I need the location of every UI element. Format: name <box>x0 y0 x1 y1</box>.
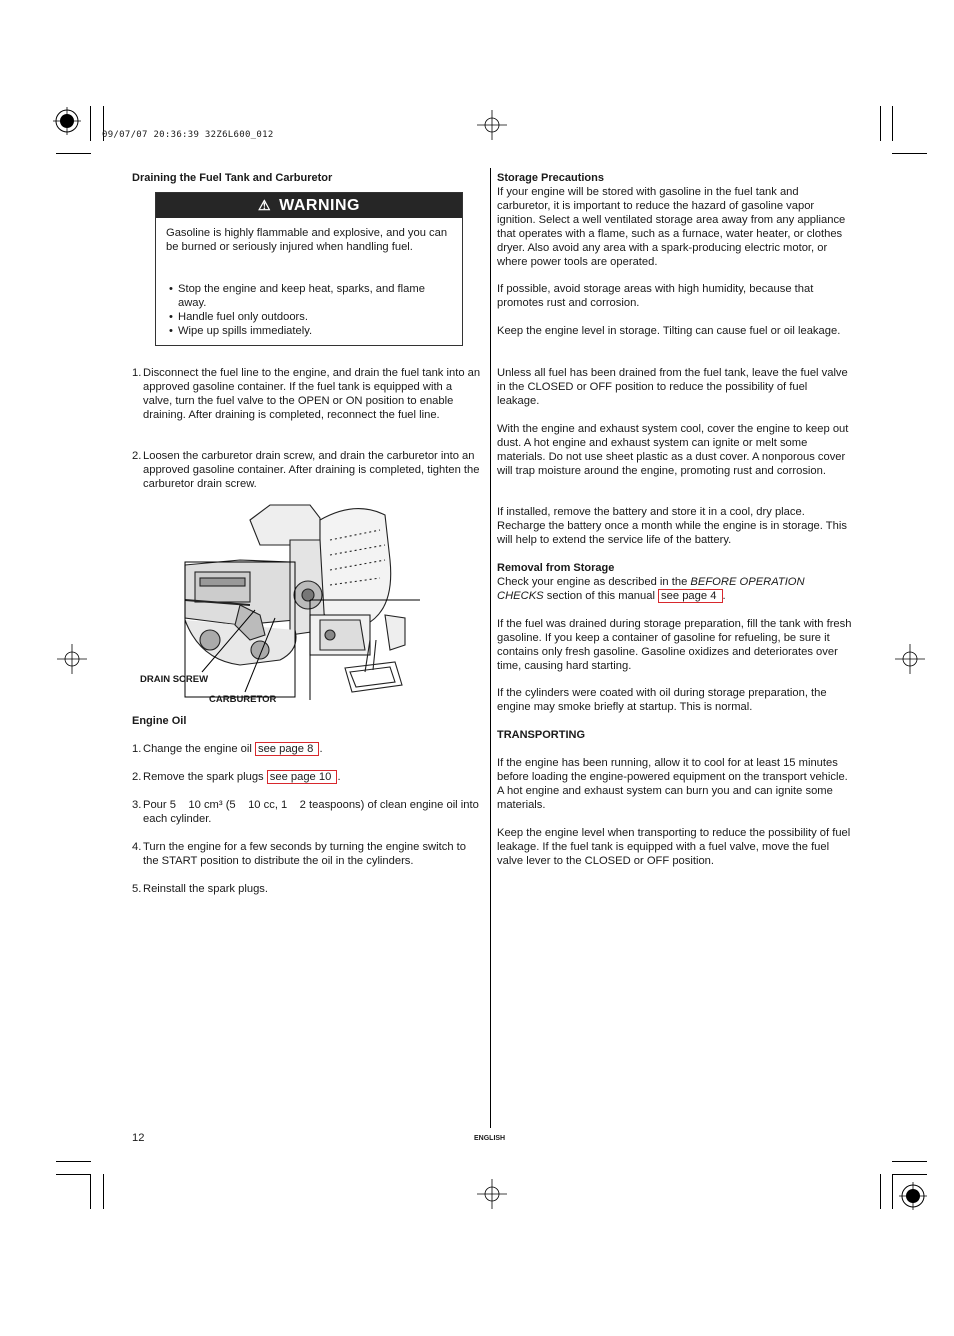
column-divider <box>490 168 491 1128</box>
carburetor-label: CARBURETOR <box>209 694 277 705</box>
oil-step: 5. Reinstall the spark plugs. <box>132 883 268 895</box>
removal-intro: Check your engine as described in the BEFORE OPERATION CHECKS section of this manual see page 4 . <box>497 576 805 602</box>
storage-paragraph: Keep the engine level in storage. Tilting can cause fuel or oil leakage. <box>497 325 841 337</box>
warning-title: WARNING <box>279 196 360 214</box>
warning-intro: Gasoline is highly flammable and explosive, and you can be burned or seriously injured when handling fuel. <box>166 227 448 253</box>
removal-heading: Removal from Storage <box>497 562 615 574</box>
engine-carburetor-illustration <box>180 500 425 700</box>
storage-paragraph: Unless all fuel has been drained from the fuel tank, leave the fuel valve in the CLOSED or OFF position to reduce the possibility of fuel leakage. <box>497 367 848 407</box>
removal-paragraph: If the cylinders were coated with oil during storage preparation, the engine may smoke briefly at startup. This is normal. <box>497 687 827 713</box>
oil-step: 4. Turn the engine for a few seconds by turning the engine switch to the START position to distribute the oil in the cylinders. <box>132 841 466 867</box>
registration-target-icon <box>898 1181 928 1211</box>
drain-screw-label: DRAIN SCREW <box>140 674 209 685</box>
transporting-heading: TRANSPORTING <box>497 729 585 741</box>
drain-step: 1. Disconnect the fuel line to the engine, and drain the fuel tank into an approved gasoline container. If the fuel tank is equipped with a valve, turn the fuel valve to the OPEN or ON position to enable draining. After draining is completed, reconnect the fuel line. <box>132 367 481 421</box>
removal-paragraph: If the fuel was drained during storage preparation, fill the tank with fresh gasoline. If you keep a container of gasoline for refueling, be sure it contains only fresh gasoline. Gasoline oxidizes and deteriorates over time, causing hard starting. <box>497 618 852 672</box>
see-page-4-link[interactable]: see page 4 <box>658 589 722 603</box>
print-stamp: 09/07/07 20:36:39 32Z6L600_012 <box>102 130 274 140</box>
registration-target-icon <box>52 106 82 136</box>
warning-header <box>156 193 462 218</box>
crosshair-icon <box>477 1179 507 1209</box>
transport-paragraph: If the engine has been running, allow it to cool for at least 15 minutes before loading the engine-powered equipment on the transport vehicle. A hot engine and exhaust system can burn you and can ignite some materials. <box>497 757 848 811</box>
storage-precautions-heading: Storage Precautions <box>497 172 604 184</box>
transport-paragraph: Keep the engine level when transporting to reduce the possibility of fuel leakage. If the fuel tank is equipped with a fuel valve, move the fuel valve lever to the CLOSED or OFF position. <box>497 827 851 867</box>
warning-bullet: • Wipe up spills immediately. <box>169 325 313 337</box>
warning-box <box>155 192 463 346</box>
warning-bullet: • Stop the engine and keep heat, sparks, and flame away. <box>169 283 425 309</box>
warning-triangle-icon: ⚠ <box>258 197 272 213</box>
crosshair-icon <box>57 644 87 674</box>
storage-paragraph: If installed, remove the battery and store it in a cool, dry place. Recharge the battery once a month while the engine is in storage. This will help to extend the service life of the battery. <box>497 506 847 546</box>
crosshair-icon <box>895 644 925 674</box>
drain-heading: Draining the Fuel Tank and Carburetor <box>132 172 333 184</box>
page-number: 12 <box>132 1132 145 1144</box>
engine-oil-heading: Engine Oil <box>132 715 187 727</box>
oil-step: 3. Pour 5 10 cm³ (5 10 cc, 1 2 teaspoons) of clean engine oil into each cylinder. <box>132 799 482 825</box>
warning-bullet: • Handle fuel only outdoors. <box>169 311 308 323</box>
crosshair-icon <box>477 110 507 140</box>
see-page-8-link[interactable]: see page 8 <box>255 742 319 756</box>
see-page-10-link[interactable]: see page 10 <box>267 770 338 784</box>
storage-paragraph: If your engine will be stored with gasoline in the fuel tank and carburetor, it is important to reduce the hazard of gasoline vapor ignition. Select a well ventilated storage area away from any appliance that operates with a flame, such as a furnace, water heater, or clothes dryer. Also avoid any area with a spark-producing electric motor, or where power tools are operated. <box>497 186 846 268</box>
footer-language: ENGLISH <box>474 1135 506 1142</box>
drain-step: 2. Loosen the carburetor drain screw, and drain the carburetor into an approved gasoline container. After draining is completed, tighten the carburetor drain screw. <box>132 450 480 490</box>
oil-step: 1. Change the engine oil see page 8 . <box>132 743 323 755</box>
storage-paragraph: With the engine and exhaust system cool, cover the engine to keep out dust. A hot engine and exhaust system can ignite or melt some materials. Do not use sheet plastic as a dust cover. A nonporous cover will trap moisture around the engine, promoting rust and corrosion. <box>497 423 849 477</box>
storage-paragraph: If possible, avoid storage areas with high humidity, because that promotes rust and corrosion. <box>497 283 814 309</box>
oil-step: 2. Remove the spark plugs see page 10 . <box>132 771 341 783</box>
